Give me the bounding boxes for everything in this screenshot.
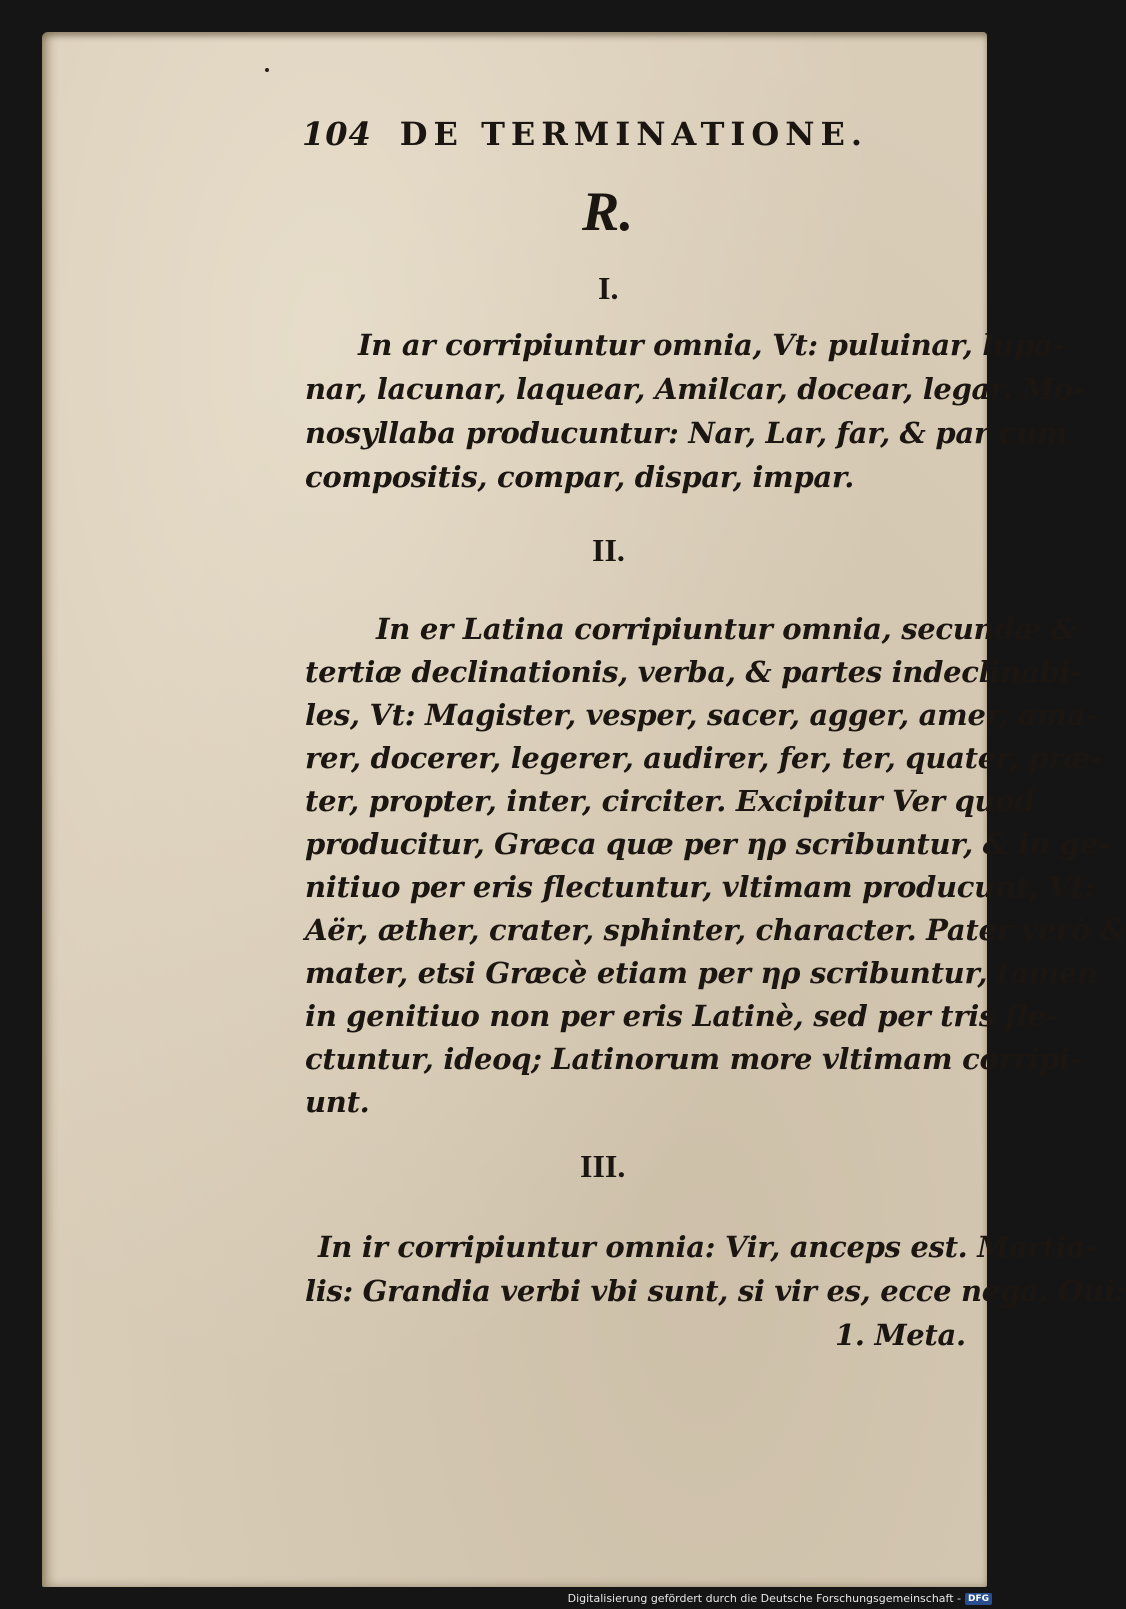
section-numeral-2: II. [592,532,625,568]
text-line: tertiæ declinationis, verba, & partes indeclinabi- [305,655,1082,689]
text-line: nitiuo per eris flectuntur, vltimam producunt, Vt: [305,870,1095,904]
section-letter: R. [582,181,634,243]
ink-speck [265,68,269,72]
section-numeral-3: III. [580,1148,626,1184]
text-line: lis: Grandia verbi vbi sunt, si vir es, ecce nega. Ouí: [305,1274,1125,1308]
text-line: rer, docerer, legerer, audirer, fer, ter, quater, præ- [305,741,1102,775]
running-head [302,115,868,153]
text-line: nar, lacunar, laquear, Amilcar, docear, legar. Mo- [305,372,1085,406]
running-title: DE TERMINATIONE. [399,115,869,153]
text-line: In ir corripiuntur omnia: Vir, anceps est. Martia- [318,1230,1097,1264]
text-line: 1. Meta. [835,1318,966,1352]
digitization-credit [568,1592,992,1605]
text-line: Aër, æther, crater, sphinter, character. Pater verò & [305,913,1126,947]
text-line: unt. [305,1085,370,1119]
credit-text: Digitalisierung gefördert durch die Deutsche Forschungsgemeinschaft - [567,1592,961,1605]
text-line: ctuntur, ideoq; Latinorum more vltimam corripi- [305,1042,1082,1076]
text-line: In ar corripiuntur omnia, Vt: puluinar, lupa- [358,328,1065,362]
dfg-logo: DFG [965,1593,992,1605]
page-number: 104 [302,115,372,153]
text-line: In er Latina corripiuntur omnia, secundæ & [376,612,1077,646]
section-numeral-1: I. [598,270,619,306]
text-line: nosyllaba producuntur: Nar, Lar, far, & par cum [305,416,1068,450]
text-line: compositis, compar, dispar, impar. [305,460,855,494]
text-line: in genitiuo non per eris Latinè, sed per tris fle- [305,999,1058,1033]
text-line: les, Vt: Magister, vesper, sacer, agger, amer, ama- [305,698,1098,732]
text-line: ter, propter, inter, circiter. Excipitur Ver quod [305,784,1035,818]
text-line: producitur, Græca quæ per ηρ scribuntur, & in ge- [305,827,1110,861]
text-line: mater, etsi Græcè etiam per ηρ scribuntur, tamen [305,956,1098,990]
